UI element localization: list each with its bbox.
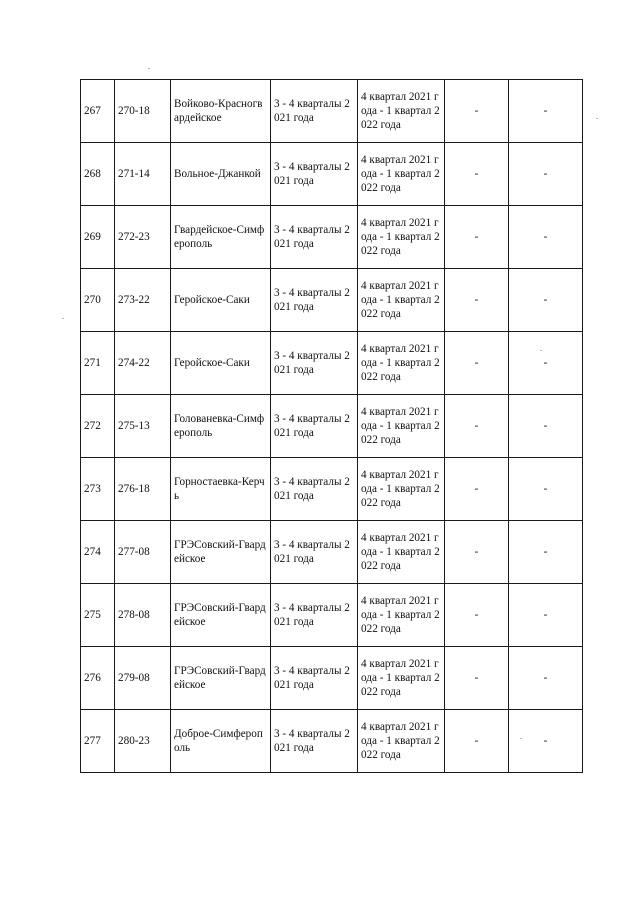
table-row [81, 332, 583, 395]
dash-cell: - [445, 332, 509, 395]
start-period-cell: 3 - 4 кварталы 2021 года [271, 584, 358, 647]
route-name-cell: ГРЭСовский-Гвардейское [171, 647, 271, 710]
route-code-cell: 270-18 [115, 80, 171, 143]
dash-cell: - [445, 206, 509, 269]
dash-cell: - [509, 80, 583, 143]
route-name-cell: Гвардейское-Симферополь [171, 206, 271, 269]
route-name-cell: Горностаевка-Керчь [171, 458, 271, 521]
row-number-cell: 269 [81, 206, 115, 269]
dash-cell: - [445, 521, 509, 584]
end-period-cell: 4 квартал 2021 года - 1 квартал 2022 года [358, 206, 445, 269]
row-number-cell: 273 [81, 458, 115, 521]
row-number-cell: 267 [81, 80, 115, 143]
route-name-cell: Геройское-Саки [171, 269, 271, 332]
route-name-cell: ГРЭСовский-Гвардейское [171, 584, 271, 647]
table-body [81, 80, 583, 773]
end-period-cell: 4 квартал 2021 года - 1 квартал 2022 года [358, 80, 445, 143]
route-code-cell: 276-18 [115, 458, 171, 521]
row-number-cell: 275 [81, 584, 115, 647]
dash-cell: - [445, 395, 509, 458]
start-period-cell: 3 - 4 кварталы 2021 года [271, 458, 358, 521]
start-period-cell: 3 - 4 кварталы 2021 года [271, 143, 358, 206]
end-period-cell: 4 квартал 2021 года - 1 квартал 2022 года [358, 395, 445, 458]
table-row [81, 521, 583, 584]
dash-cell: - [509, 710, 583, 773]
dash-cell: - [445, 143, 509, 206]
end-period-cell: 4 квартал 2021 года - 1 квартал 2022 года [358, 584, 445, 647]
dash-cell: - [509, 647, 583, 710]
route-name-cell: Вольное-Джанкой [171, 143, 271, 206]
scan-speck [62, 318, 64, 319]
routes-table [80, 79, 583, 773]
row-number-cell: 277 [81, 710, 115, 773]
route-name-cell: Геройское-Саки [171, 332, 271, 395]
route-code-cell: 272-23 [115, 206, 171, 269]
start-period-cell: 3 - 4 кварталы 2021 года [271, 269, 358, 332]
dash-cell: - [509, 521, 583, 584]
route-code-cell: 271-14 [115, 143, 171, 206]
table-row [81, 710, 583, 773]
scan-speck [520, 738, 522, 739]
dash-cell: - [509, 143, 583, 206]
row-number-cell: 271 [81, 332, 115, 395]
dash-cell: - [445, 584, 509, 647]
table-row [81, 458, 583, 521]
route-code-cell: 279-08 [115, 647, 171, 710]
dash-cell: - [445, 269, 509, 332]
table-row [81, 395, 583, 458]
start-period-cell: 3 - 4 кварталы 2021 года [271, 206, 358, 269]
scan-speck [148, 68, 150, 69]
table-row [81, 584, 583, 647]
dash-cell: - [445, 647, 509, 710]
scan-speck [596, 118, 598, 119]
row-number-cell: 272 [81, 395, 115, 458]
table-row [81, 269, 583, 332]
row-number-cell: 276 [81, 647, 115, 710]
start-period-cell: 3 - 4 кварталы 2021 года [271, 332, 358, 395]
end-period-cell: 4 квартал 2021 года - 1 квартал 2022 года [358, 521, 445, 584]
table-row [81, 206, 583, 269]
route-name-cell: Голованевка-Симферополь [171, 395, 271, 458]
start-period-cell: 3 - 4 кварталы 2021 года [271, 521, 358, 584]
dash-cell: - [509, 584, 583, 647]
start-period-cell: 3 - 4 кварталы 2021 года [271, 710, 358, 773]
dash-cell: - [445, 458, 509, 521]
dash-cell: - [509, 206, 583, 269]
table-row [81, 80, 583, 143]
route-code-cell: 278-08 [115, 584, 171, 647]
end-period-cell: 4 квартал 2021 года - 1 квартал 2022 года [358, 269, 445, 332]
route-code-cell: 274-22 [115, 332, 171, 395]
dash-cell: - [509, 395, 583, 458]
dash-cell: - [509, 332, 583, 395]
start-period-cell: 3 - 4 кварталы 2021 года [271, 647, 358, 710]
end-period-cell: 4 квартал 2021 года - 1 квартал 2022 года [358, 710, 445, 773]
dash-cell: - [445, 710, 509, 773]
route-name-cell: Войково-Красногвардейское [171, 80, 271, 143]
start-period-cell: 3 - 4 кварталы 2021 года [271, 395, 358, 458]
route-code-cell: 273-22 [115, 269, 171, 332]
route-code-cell: 275-13 [115, 395, 171, 458]
end-period-cell: 4 квартал 2021 года - 1 квартал 2022 года [358, 647, 445, 710]
end-period-cell: 4 квартал 2021 года - 1 квартал 2022 года [358, 458, 445, 521]
dash-cell: - [445, 80, 509, 143]
dash-cell: - [509, 269, 583, 332]
row-number-cell: 270 [81, 269, 115, 332]
route-name-cell: ГРЭСовский-Гвардейское [171, 521, 271, 584]
end-period-cell: 4 квартал 2021 года - 1 квартал 2022 года [358, 332, 445, 395]
route-name-cell: Доброе-Симферополь [171, 710, 271, 773]
table-row [81, 143, 583, 206]
end-period-cell: 4 квартал 2021 года - 1 квартал 2022 года [358, 143, 445, 206]
row-number-cell: 268 [81, 143, 115, 206]
dash-cell: - [509, 458, 583, 521]
route-code-cell: 280-23 [115, 710, 171, 773]
route-code-cell: 277-08 [115, 521, 171, 584]
row-number-cell: 274 [81, 521, 115, 584]
scan-speck [540, 350, 542, 351]
table-row [81, 647, 583, 710]
start-period-cell: 3 - 4 кварталы 2021 года [271, 80, 358, 143]
